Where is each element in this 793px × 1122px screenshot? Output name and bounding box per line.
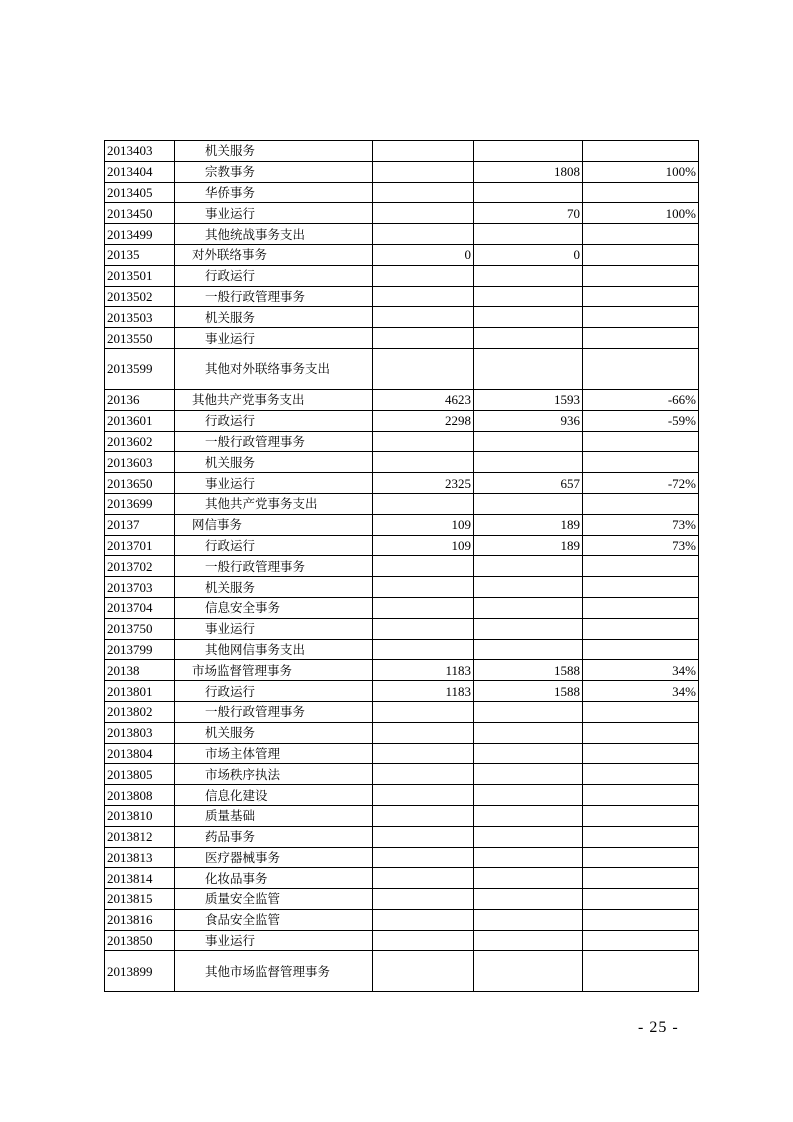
table-row (105, 681, 699, 702)
row-code: 2013813 (105, 847, 175, 868)
row-value-1 (373, 307, 474, 328)
row-change-pct (583, 701, 699, 722)
table-row (105, 161, 699, 182)
row-change-pct: 100% (583, 161, 699, 182)
row-value-2 (474, 889, 583, 910)
row-code: 2013804 (105, 743, 175, 764)
row-value-1 (373, 556, 474, 577)
row-change-pct (583, 493, 699, 514)
table-row (105, 764, 699, 785)
row-value-2 (474, 785, 583, 806)
row-name: 事业运行 (175, 328, 373, 349)
row-value-1 (373, 826, 474, 847)
row-name: 行政运行 (175, 265, 373, 286)
row-code: 2013810 (105, 805, 175, 826)
table-body (105, 141, 699, 992)
table-row (105, 639, 699, 660)
row-code: 2013805 (105, 764, 175, 785)
table-row (105, 722, 699, 743)
row-value-1 (373, 161, 474, 182)
row-code: 2013550 (105, 328, 175, 349)
row-change-pct (583, 951, 699, 992)
row-value-2: 657 (474, 473, 583, 494)
row-change-pct: 100% (583, 203, 699, 224)
row-change-pct (583, 182, 699, 203)
table-row (105, 203, 699, 224)
row-value-2 (474, 286, 583, 307)
row-name: 机关服务 (175, 722, 373, 743)
row-value-1 (373, 203, 474, 224)
row-value-1 (373, 618, 474, 639)
row-name: 一般行政管理事务 (175, 431, 373, 452)
row-change-pct (583, 556, 699, 577)
row-value-2: 189 (474, 535, 583, 556)
row-name: 事业运行 (175, 473, 373, 494)
row-change-pct (583, 244, 699, 265)
row-value-1 (373, 286, 474, 307)
row-name: 质量安全监管 (175, 889, 373, 910)
row-value-2: 1808 (474, 161, 583, 182)
row-name: 华侨事务 (175, 182, 373, 203)
table-row (105, 286, 699, 307)
row-name: 行政运行 (175, 410, 373, 431)
row-value-2 (474, 868, 583, 889)
table-row (105, 701, 699, 722)
row-name: 宗教事务 (175, 161, 373, 182)
table-row (105, 805, 699, 826)
row-value-2: 0 (474, 244, 583, 265)
page-number: - 25 - (638, 1019, 679, 1036)
row-code: 2013602 (105, 431, 175, 452)
row-value-1 (373, 182, 474, 203)
row-change-pct (583, 722, 699, 743)
row-value-2 (474, 701, 583, 722)
table-row (105, 951, 699, 992)
row-value-1 (373, 597, 474, 618)
row-value-2 (474, 805, 583, 826)
row-value-2: 70 (474, 203, 583, 224)
row-change-pct (583, 826, 699, 847)
row-value-1 (373, 889, 474, 910)
row-name: 事业运行 (175, 203, 373, 224)
row-code: 2013750 (105, 618, 175, 639)
row-value-1 (373, 639, 474, 660)
budget-table (104, 140, 699, 992)
row-code: 2013601 (105, 410, 175, 431)
table-row (105, 847, 699, 868)
row-change-pct: 73% (583, 514, 699, 535)
row-change-pct (583, 743, 699, 764)
row-code: 2013404 (105, 161, 175, 182)
table-row (105, 493, 699, 514)
row-name: 对外联络事务 (175, 244, 373, 265)
row-name: 其他统战事务支出 (175, 224, 373, 245)
row-value-1: 109 (373, 535, 474, 556)
row-code: 2013503 (105, 307, 175, 328)
row-value-2 (474, 764, 583, 785)
row-value-2 (474, 431, 583, 452)
table-row (105, 307, 699, 328)
row-value-2: 936 (474, 410, 583, 431)
row-code: 2013703 (105, 577, 175, 598)
table-row (105, 452, 699, 473)
row-change-pct (583, 597, 699, 618)
row-code: 2013701 (105, 535, 175, 556)
row-value-1 (373, 805, 474, 826)
row-code: 2013502 (105, 286, 175, 307)
row-value-1 (373, 493, 474, 514)
row-name: 行政运行 (175, 681, 373, 702)
row-code: 2013899 (105, 951, 175, 992)
row-code: 2013405 (105, 182, 175, 203)
row-name: 一般行政管理事务 (175, 286, 373, 307)
row-change-pct (583, 141, 699, 162)
row-code: 2013403 (105, 141, 175, 162)
row-value-2 (474, 826, 583, 847)
row-change-pct: -66% (583, 389, 699, 410)
row-value-2 (474, 348, 583, 389)
table-row (105, 535, 699, 556)
row-value-2 (474, 577, 583, 598)
table-row (105, 785, 699, 806)
row-name: 机关服务 (175, 452, 373, 473)
row-value-1: 1183 (373, 681, 474, 702)
row-value-1: 4623 (373, 389, 474, 410)
row-name: 其他对外联络事务支出 (175, 348, 373, 389)
row-name: 其他市场监督管理事务 (175, 951, 373, 992)
row-value-1 (373, 722, 474, 743)
row-value-1 (373, 764, 474, 785)
row-name: 事业运行 (175, 930, 373, 951)
row-code: 2013599 (105, 348, 175, 389)
row-name: 一般行政管理事务 (175, 701, 373, 722)
table-row (105, 618, 699, 639)
row-name: 医疗器械事务 (175, 847, 373, 868)
row-code: 2013699 (105, 493, 175, 514)
row-name: 其他网信事务支出 (175, 639, 373, 660)
row-code: 20137 (105, 514, 175, 535)
row-change-pct (583, 868, 699, 889)
table-row (105, 328, 699, 349)
row-value-2 (474, 722, 583, 743)
row-value-2 (474, 618, 583, 639)
row-code: 20138 (105, 660, 175, 681)
row-name: 市场监督管理事务 (175, 660, 373, 681)
row-change-pct (583, 847, 699, 868)
row-change-pct: 34% (583, 681, 699, 702)
table-row (105, 868, 699, 889)
row-change-pct (583, 265, 699, 286)
row-code: 2013850 (105, 930, 175, 951)
row-value-1 (373, 577, 474, 598)
row-name: 市场主体管理 (175, 743, 373, 764)
row-name: 行政运行 (175, 535, 373, 556)
row-change-pct (583, 909, 699, 930)
row-value-2 (474, 328, 583, 349)
row-value-1 (373, 868, 474, 889)
row-code: 2013603 (105, 452, 175, 473)
row-value-1 (373, 847, 474, 868)
row-change-pct (583, 348, 699, 389)
row-code: 2013808 (105, 785, 175, 806)
row-value-2 (474, 639, 583, 660)
row-change-pct (583, 805, 699, 826)
row-name: 机关服务 (175, 141, 373, 162)
row-value-2 (474, 493, 583, 514)
row-value-1: 2298 (373, 410, 474, 431)
row-code: 2013450 (105, 203, 175, 224)
row-code: 20135 (105, 244, 175, 265)
row-change-pct (583, 577, 699, 598)
row-name: 机关服务 (175, 307, 373, 328)
row-value-1 (373, 452, 474, 473)
row-value-1 (373, 328, 474, 349)
table-row (105, 930, 699, 951)
table-row (105, 389, 699, 410)
row-code: 2013812 (105, 826, 175, 847)
row-code: 2013801 (105, 681, 175, 702)
table-row (105, 556, 699, 577)
row-code: 2013803 (105, 722, 175, 743)
row-value-2 (474, 847, 583, 868)
row-change-pct: -72% (583, 473, 699, 494)
row-code: 2013815 (105, 889, 175, 910)
table-row (105, 889, 699, 910)
row-change-pct (583, 452, 699, 473)
row-value-2 (474, 452, 583, 473)
row-value-1 (373, 743, 474, 764)
row-change-pct (583, 224, 699, 245)
row-value-1: 109 (373, 514, 474, 535)
row-value-2 (474, 265, 583, 286)
row-value-1 (373, 930, 474, 951)
row-name: 食品安全监管 (175, 909, 373, 930)
row-name: 信息安全事务 (175, 597, 373, 618)
row-value-2 (474, 951, 583, 992)
row-value-1 (373, 348, 474, 389)
table-row (105, 348, 699, 389)
row-code: 2013650 (105, 473, 175, 494)
row-value-1 (373, 701, 474, 722)
row-value-2: 1588 (474, 681, 583, 702)
row-code: 2013501 (105, 265, 175, 286)
row-change-pct (583, 307, 699, 328)
table-row (105, 141, 699, 162)
row-change-pct: -59% (583, 410, 699, 431)
table-row (105, 410, 699, 431)
table-row (105, 431, 699, 452)
row-value-2 (474, 141, 583, 162)
row-value-2 (474, 930, 583, 951)
row-code: 2013499 (105, 224, 175, 245)
row-value-1 (373, 141, 474, 162)
row-name: 质量基础 (175, 805, 373, 826)
row-change-pct (583, 431, 699, 452)
row-change-pct (583, 618, 699, 639)
table-row (105, 265, 699, 286)
row-change-pct (583, 286, 699, 307)
row-change-pct (583, 639, 699, 660)
row-value-1 (373, 785, 474, 806)
row-value-2 (474, 597, 583, 618)
row-value-2 (474, 909, 583, 930)
row-name: 网信事务 (175, 514, 373, 535)
row-value-2: 189 (474, 514, 583, 535)
row-name: 机关服务 (175, 577, 373, 598)
row-value-1 (373, 951, 474, 992)
row-value-2 (474, 224, 583, 245)
row-value-2 (474, 556, 583, 577)
row-name: 信息化建设 (175, 785, 373, 806)
table-row (105, 660, 699, 681)
table-row (105, 597, 699, 618)
row-value-1 (373, 224, 474, 245)
row-code: 2013799 (105, 639, 175, 660)
row-value-2 (474, 182, 583, 203)
row-code: 2013702 (105, 556, 175, 577)
table-row (105, 826, 699, 847)
row-value-2: 1593 (474, 389, 583, 410)
row-value-1 (373, 265, 474, 286)
row-value-1 (373, 909, 474, 930)
row-change-pct: 73% (583, 535, 699, 556)
row-name: 事业运行 (175, 618, 373, 639)
row-value-2: 1588 (474, 660, 583, 681)
row-name: 药品事务 (175, 826, 373, 847)
table-row (105, 909, 699, 930)
row-change-pct (583, 785, 699, 806)
row-name: 化妆品事务 (175, 868, 373, 889)
row-code: 2013802 (105, 701, 175, 722)
row-name: 一般行政管理事务 (175, 556, 373, 577)
row-name: 市场秩序执法 (175, 764, 373, 785)
row-name: 其他共产党事务支出 (175, 493, 373, 514)
table-row (105, 743, 699, 764)
row-value-1: 1183 (373, 660, 474, 681)
table-row (105, 244, 699, 265)
row-change-pct: 34% (583, 660, 699, 681)
table-row (105, 514, 699, 535)
row-code: 2013814 (105, 868, 175, 889)
row-value-2 (474, 743, 583, 764)
row-value-1: 0 (373, 244, 474, 265)
row-change-pct (583, 764, 699, 785)
table-row (105, 224, 699, 245)
table-row (105, 182, 699, 203)
row-change-pct (583, 889, 699, 910)
row-name: 其他共产党事务支出 (175, 389, 373, 410)
row-change-pct (583, 930, 699, 951)
row-code: 20136 (105, 389, 175, 410)
row-value-1 (373, 431, 474, 452)
row-value-1: 2325 (373, 473, 474, 494)
row-code: 2013704 (105, 597, 175, 618)
row-value-2 (474, 307, 583, 328)
row-change-pct (583, 328, 699, 349)
row-code: 2013816 (105, 909, 175, 930)
table-row (105, 577, 699, 598)
table-row (105, 473, 699, 494)
